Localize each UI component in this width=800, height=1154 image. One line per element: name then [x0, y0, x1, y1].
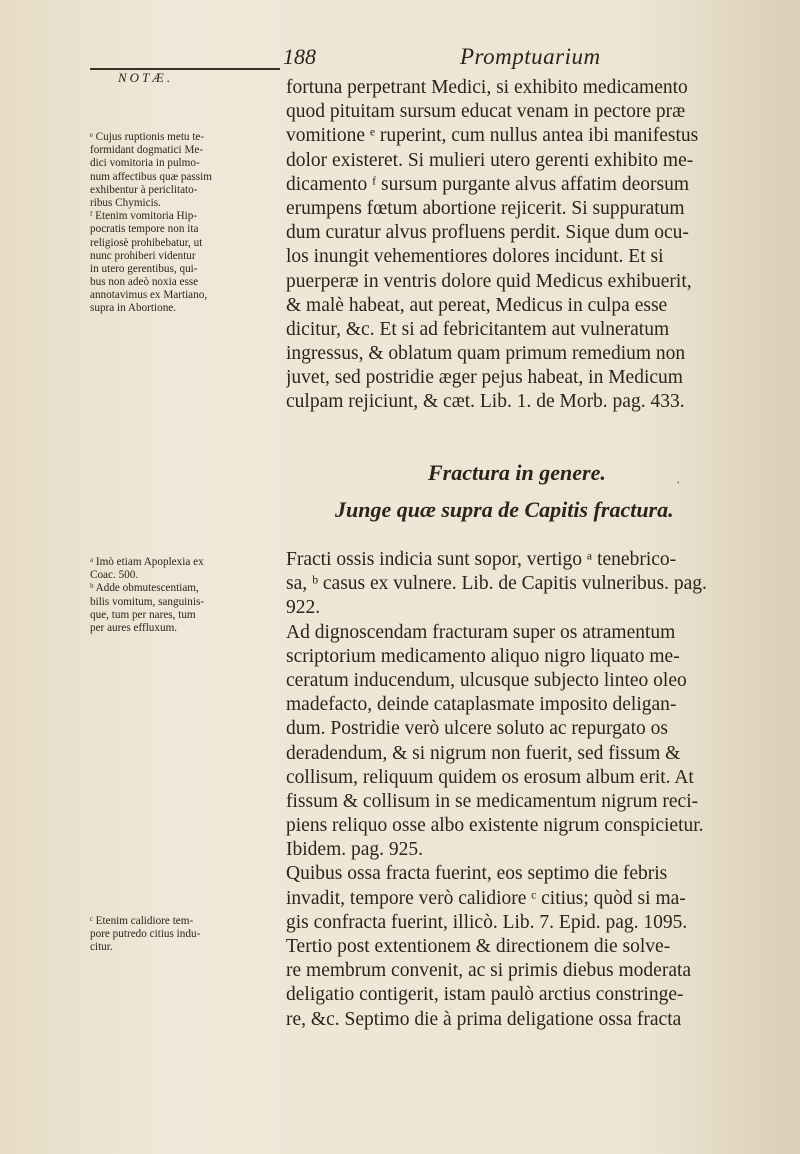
- text-line: ceratum inducendum, ulcusque subjecto linteo oleo: [286, 669, 687, 691]
- text-line: Ibidem. pag. 925.: [286, 839, 424, 861]
- text-line: dum. Postridie verò ulcere soluto ac repurgato os: [286, 718, 668, 740]
- margin-notes-block-3: [90, 915, 286, 955]
- text-line: gis confracta fuerint, illicò. Lib. 7. Epid. pag. 1095.: [286, 911, 688, 933]
- text-line: culpam rejiciunt, & cæt. Lib. 1. de Morb. pag. 433.: [286, 391, 685, 413]
- stray-mark: .: [677, 475, 680, 486]
- margin-notes-block-2: [90, 556, 286, 635]
- text-line: Quibus ossa fracta fuerint, eos septimo die febris: [286, 863, 668, 885]
- note-line: ribus Chymicis.: [90, 196, 161, 209]
- section-subheading: Junge quæ supra de Capitis fractura.: [335, 497, 674, 522]
- note-line: bus non adeò noxia esse: [90, 276, 199, 289]
- text-line: & malè habeat, aut pereat, Medicus in culpa esse: [286, 294, 668, 316]
- main-text-block-1: [286, 76, 791, 415]
- note-line: ᵇ Adde obmutescentiam,: [90, 582, 199, 595]
- text-line: fortuna perpetrant Medici, si exhibito medicamento: [286, 77, 688, 98]
- note-line: formidant dogmatici Me-: [90, 144, 204, 157]
- text-line: puerperæ in ventris dolore quid Medicus exhibuerit,: [286, 270, 692, 292]
- notes-column-label: NOTÆ.: [118, 70, 174, 85]
- note-line: exhibentur à periclitato-: [90, 183, 198, 196]
- text-line: fissum & collisum in se medicamentum nigrum reci-: [286, 790, 699, 812]
- text-line: dicamento ᶠ sursum purgante alvus affatim deorsum: [286, 173, 690, 195]
- text-line: dum curatur alvus profluens perdit. Sique dum ocu-: [286, 222, 689, 244]
- text-line: ingressus, & oblatum quam primum remedium non: [286, 343, 686, 365]
- note-line: nunc prohiberi videntur: [90, 249, 196, 262]
- note-line: num affectibus quæ passim: [90, 170, 212, 183]
- note-line: in utero gerentibus, qui-: [90, 262, 198, 275]
- text-line: los inungit vehementiores dolores incidunt. Et si: [286, 246, 664, 268]
- text-line: quod pituitam sursum educat venam in pectore præ: [286, 101, 686, 123]
- note-line: que, tum per nares, tum: [90, 608, 196, 621]
- note-line: pocratis tempore non ita: [90, 223, 199, 236]
- page-number: 188: [283, 44, 316, 69]
- section-heading: Fractura in genere.: [428, 460, 606, 485]
- margin-notes-block-1: [90, 131, 286, 316]
- note-line: citur.: [90, 941, 113, 954]
- note-line: ᵉ Cujus ruptionis metu te-: [90, 131, 205, 143]
- text-line: dicitur, &c. Et si ad febricitantem aut vulneratum: [286, 318, 670, 340]
- text-line: sa, ᵇ casus ex vulnere. Lib. de Capitis vulneribus. pag.: [286, 573, 707, 595]
- text-line: scriptorium medicamento aliquo nigro liquato me-: [286, 645, 680, 667]
- text-line: collisum, reliquum quidem os erosum album erit. At: [286, 766, 694, 788]
- note-line: ᵃ Imò etiam Apoplexia ex: [90, 556, 204, 568]
- text-line: deradendum, & si nigrum non fuerit, sed fissum &: [286, 742, 681, 764]
- note-line: supra in Abortione.: [90, 302, 177, 315]
- note-line: ᶜ Etenim calidiore tem-: [90, 915, 194, 927]
- text-line: juvet, sed postridie æger pejus habeat, in Medicum: [286, 367, 683, 389]
- text-line: dolor existeret. Si mulieri utero gerenti exhibito me-: [286, 149, 694, 171]
- text-line: Fracti ossis indicia sunt sopor, vertigo ᵃ tenebrico-: [286, 549, 677, 570]
- running-title: Promptuarium: [460, 44, 601, 69]
- note-line: pore putredo citius indu-: [90, 928, 201, 941]
- note-line: annotavimus ex Martiano,: [90, 289, 208, 302]
- main-text-block-2: [286, 548, 791, 1032]
- note-line: per aures effluxum.: [90, 621, 178, 634]
- text-line: re, &c. Septimo die à prima deligatione ossa fracta: [286, 1008, 682, 1030]
- text-line: Tertio post extentionem & directionem die solve-: [286, 936, 671, 957]
- text-line: 922.: [286, 597, 321, 619]
- text-line: re membrum convenit, ac si primis diebus moderata: [286, 960, 692, 982]
- note-line: Coac. 500.: [90, 569, 139, 582]
- text-line: vomitione ᵉ ruperint, cum nullus antea ibi manifestus: [286, 125, 699, 147]
- note-line: ᶠ Etenim vomitoria Hip-: [90, 210, 198, 223]
- text-line: erumpens fœtum abortione rejicerit. Si suppuratum: [286, 197, 685, 219]
- note-line: dici vomitoria in pulmo-: [90, 157, 200, 170]
- text-line: invadit, tempore verò calidiore ᶜ citius; quòd si ma-: [286, 887, 686, 909]
- text-line: deligatio contigerit, istam paulò arctius constringe-: [286, 984, 684, 1006]
- text-line: madefacto, deinde cataplasmate imposito deligan-: [286, 694, 677, 716]
- note-line: religiosè prohibebatur, ut: [90, 236, 203, 249]
- text-line: Ad dignoscendam fracturam super os atramentum: [286, 621, 676, 643]
- note-line: bilis vomitum, sanguinis-: [90, 595, 205, 608]
- text-line: piens reliquo osse albo existente nigrum conspicietur.: [286, 815, 704, 837]
